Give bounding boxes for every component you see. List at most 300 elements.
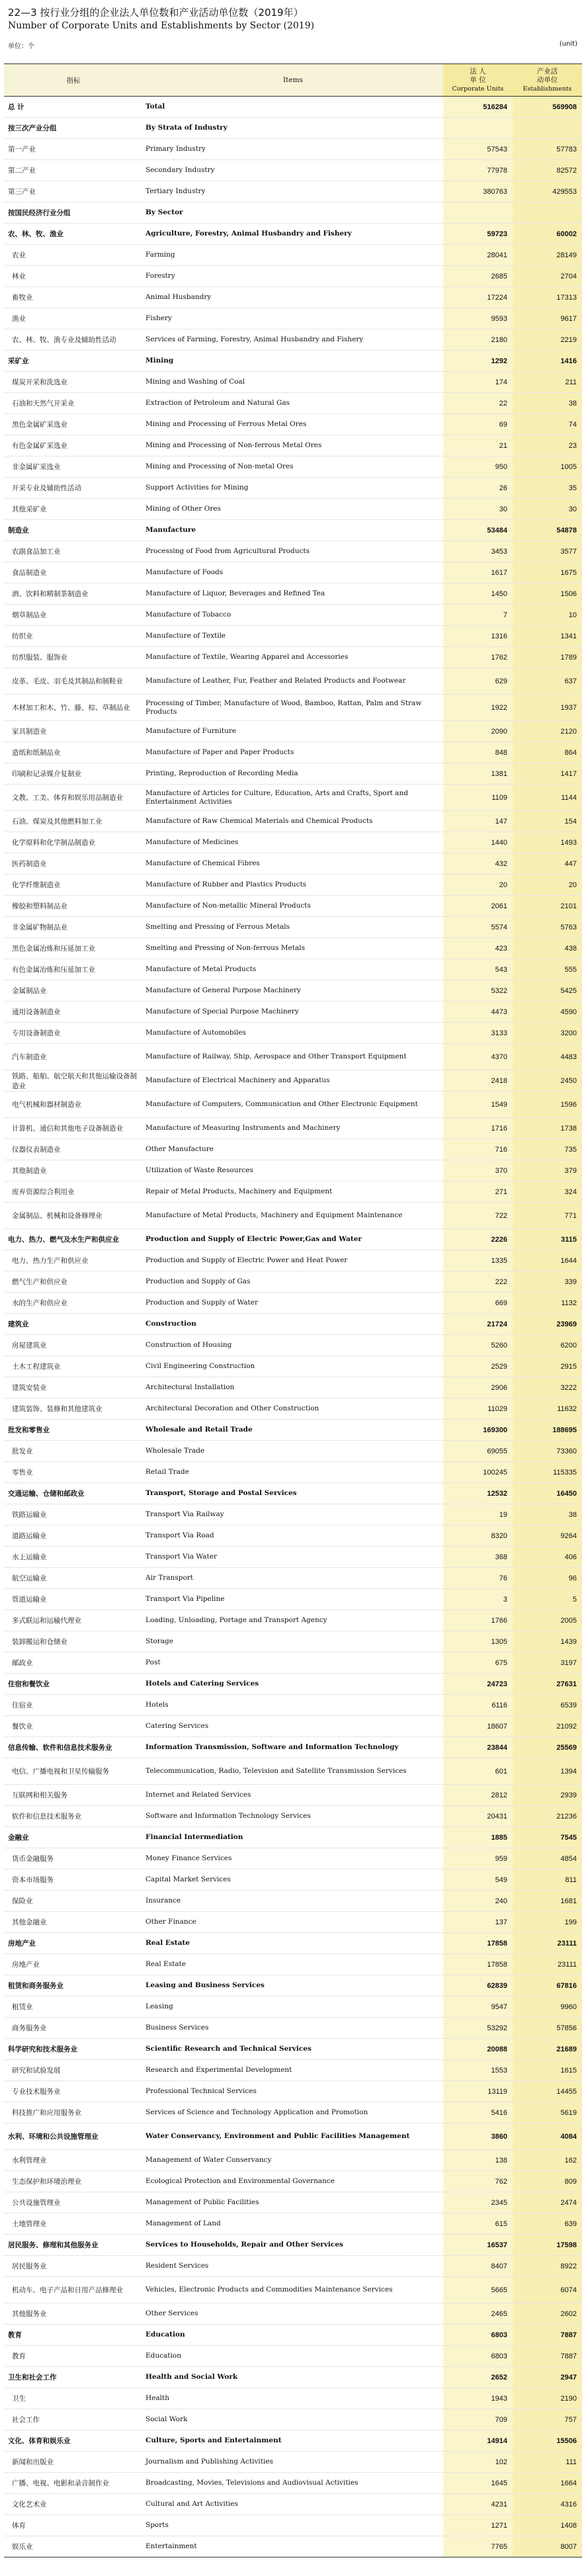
- row-label-cn: 机动车、电子产品和日用产品修理业: [4, 2277, 143, 2303]
- table-row: [4, 2060, 582, 2081]
- row-label-en: Architectural Installation: [143, 1377, 443, 1398]
- establishments-value: 809: [513, 2171, 582, 2192]
- row-label-en: Retail Trade: [143, 1462, 443, 1483]
- row-label-en: Manufacture of Automobiles: [143, 1023, 443, 1044]
- establishments-value: 9264: [513, 1525, 582, 1547]
- row-label-en: Internet and Related Services: [143, 1785, 443, 1806]
- row-label-en: Mining and Processing of Ferrous Metal Ores: [143, 414, 443, 435]
- corporate-units-value: 2226: [443, 1229, 513, 1250]
- table-row: [4, 1070, 582, 1092]
- row-label-en: Mining of Other Ores: [143, 499, 443, 520]
- table-row: [4, 1356, 582, 1377]
- table-row: [4, 2213, 582, 2235]
- establishments-value: 23969: [513, 1314, 582, 1335]
- table-row: [4, 1181, 582, 1203]
- row-label-cn: 燃气生产和供应业: [4, 1271, 143, 1293]
- table-row: [4, 1504, 582, 1525]
- corporate-units-value: 959: [443, 1848, 513, 1869]
- table-row: [4, 2473, 582, 2494]
- row-label-cn: 电信、广播电视和卫星传输服务: [4, 1758, 143, 1785]
- table-row: [4, 329, 582, 351]
- table-row: [4, 1441, 582, 1462]
- row-label-cn: 房地产业: [4, 1954, 143, 1975]
- establishments-value: 14455: [513, 2081, 582, 2102]
- row-label-en: Manufacture of Metal Products, Machinery and Equipment Maintenance: [143, 1203, 443, 1229]
- row-label-cn: 管道运输业: [4, 1589, 143, 1610]
- establishments-value: 9960: [513, 1996, 582, 2018]
- row-label-en: Forestry: [143, 266, 443, 287]
- establishments-value: 7887: [513, 2346, 582, 2367]
- row-label-cn: 印刷和记录媒介复制业: [4, 763, 143, 785]
- row-label-en: Manufacture of Foods: [143, 562, 443, 583]
- table-row: [4, 1827, 582, 1848]
- corporate-units-value: 2180: [443, 329, 513, 351]
- row-label-cn: 科学研究和技术服务业: [4, 2039, 143, 2060]
- row-label-cn: 租赁业: [4, 1996, 143, 2018]
- table-row: [4, 287, 582, 308]
- row-label-en: Processing of Timber, Manufacture of Wood, Bamboo, Rattan, Palm and Straw Products: [143, 695, 443, 721]
- row-label-cn: 专业技术服务业: [4, 2081, 143, 2102]
- establishments-value: 188695: [513, 1420, 582, 1441]
- corporate-units-value: 76: [443, 1568, 513, 1589]
- establishments-value: [513, 202, 582, 224]
- row-label-en: Smelting and Pressing of Ferrous Metals: [143, 917, 443, 938]
- row-label-en: Research and Experimental Development: [143, 2060, 443, 2081]
- row-label-cn: 文化、体育和娱乐业: [4, 2430, 143, 2452]
- corporate-units-value: 1549: [443, 1092, 513, 1118]
- establishments-value: 1005: [513, 456, 582, 478]
- row-label-cn: 非金属矿采选业: [4, 456, 143, 478]
- row-label-cn: 计算机、通信和其他电子设备制造业: [4, 1118, 143, 1139]
- row-label-cn: 土地管理业: [4, 2213, 143, 2235]
- corporate-units-value: 174: [443, 372, 513, 393]
- establishments-value: 8007: [513, 2536, 582, 2557]
- row-label-en: Secondary Industry: [143, 160, 443, 181]
- establishments-value: 1937: [513, 695, 582, 721]
- table-row: [4, 414, 582, 435]
- row-label-cn: 采矿业: [4, 351, 143, 372]
- establishments-value: 211: [513, 372, 582, 393]
- column-header-establishments-cn: 产业活 动单位: [536, 67, 558, 84]
- row-label-en: Culture, Sports and Entertainment: [143, 2430, 443, 2452]
- establishments-value: 2915: [513, 1356, 582, 1377]
- row-label-en: Manufacture of Computers, Communication and Other Electronic Equipment: [143, 1092, 443, 1118]
- table-row: [4, 2452, 582, 2473]
- corporate-units-value: 2090: [443, 721, 513, 742]
- row-label-en: Fishery: [143, 308, 443, 329]
- corporate-units-value: 21: [443, 435, 513, 456]
- table-row: [4, 938, 582, 959]
- table-row: [4, 435, 582, 456]
- table-row: [4, 393, 582, 414]
- corporate-units-value: 138: [443, 2150, 513, 2171]
- row-label-cn: 零售业: [4, 1462, 143, 1483]
- establishments-value: 9617: [513, 308, 582, 329]
- corporate-units-value: 3453: [443, 541, 513, 562]
- row-label-cn: 居民服务、修理和其他服务业: [4, 2235, 143, 2256]
- row-label-cn: 道路运输业: [4, 1525, 143, 1547]
- table-row: [4, 1314, 582, 1335]
- row-label-cn: 有色金属冶炼和压延加工业: [4, 959, 143, 980]
- establishments-value: 7545: [513, 1827, 582, 1848]
- corporate-units-value: 169300: [443, 1420, 513, 1441]
- table-row: [4, 811, 582, 832]
- table-row: [4, 2081, 582, 2102]
- establishments-value: 2190: [513, 2388, 582, 2409]
- row-label-cn: 农、林、牧、渔业: [4, 224, 143, 245]
- establishments-value: 10: [513, 605, 582, 626]
- establishments-value: 82572: [513, 160, 582, 181]
- row-label-en: Manufacture of Rubber and Plastics Products: [143, 875, 443, 896]
- table-row: [4, 202, 582, 224]
- corporate-units-value: 950: [443, 456, 513, 478]
- row-label-cn: 农、林、牧、渔专业及辅助性活动: [4, 329, 143, 351]
- table-title-cn: 22—3 按行业分组的企业法人单位数和产业活动单位数（2019年）: [8, 7, 304, 19]
- table-row: [4, 1891, 582, 1912]
- row-label-en: Post: [143, 1653, 443, 1674]
- row-label-en: Education: [143, 2325, 443, 2346]
- row-label-cn: 建筑业: [4, 1314, 143, 1335]
- row-label-cn: 保险业: [4, 1891, 143, 1912]
- row-label-cn: 餐饮业: [4, 1716, 143, 1737]
- corporate-units-value: 14914: [443, 2430, 513, 2452]
- table-body: [4, 97, 582, 2557]
- corporate-units-value: 368: [443, 1547, 513, 1568]
- row-label-en: Management of Land: [143, 2213, 443, 2235]
- corporate-units-value: 59723: [443, 224, 513, 245]
- column-header-corporate: [443, 64, 513, 97]
- row-label-cn: 电力、热力、燃气及水生产和供应业: [4, 1229, 143, 1250]
- table-row: [4, 1912, 582, 1933]
- table-row: [4, 2346, 582, 2367]
- establishments-value: 637: [513, 668, 582, 695]
- establishments-value: 447: [513, 853, 582, 875]
- row-label-cn: 社会工作: [4, 2409, 143, 2430]
- table-row: [4, 1996, 582, 2018]
- establishments-value: 30: [513, 499, 582, 520]
- establishments-value: 2947: [513, 2367, 582, 2388]
- establishments-value: 7887: [513, 2325, 582, 2346]
- row-label-en: Manufacture of Special Purpose Machinery: [143, 1002, 443, 1023]
- row-label-en: Utilization of Waste Resources: [143, 1160, 443, 1181]
- row-label-en: Cultural and Art Activities: [143, 2494, 443, 2515]
- row-label-cn: 租赁和商务服务业: [4, 1975, 143, 1996]
- table-row: [4, 2171, 582, 2192]
- row-label-cn: 煤炭开采和洗选业: [4, 372, 143, 393]
- establishments-value: 1615: [513, 2060, 582, 2081]
- table-row: [4, 2494, 582, 2515]
- row-label-en: Insurance: [143, 1891, 443, 1912]
- table-row: [4, 2192, 582, 2213]
- corporate-units-value: 1440: [443, 832, 513, 853]
- establishments-value: 1738: [513, 1118, 582, 1139]
- corporate-units-value: 675: [443, 1653, 513, 1674]
- corporate-units-value: 240: [443, 1891, 513, 1912]
- corporate-units-value: 6803: [443, 2346, 513, 2367]
- row-label-en: Leasing: [143, 1996, 443, 2018]
- row-label-en: Hotels: [143, 1695, 443, 1716]
- table-row: [4, 980, 582, 1002]
- corporate-units-value: 709: [443, 2409, 513, 2430]
- corporate-units-value: 20431: [443, 1806, 513, 1827]
- row-label-cn: 废弃资源综合利用业: [4, 1181, 143, 1203]
- corporate-units-value: 9593: [443, 308, 513, 329]
- table-row: [4, 266, 582, 287]
- row-label-en: Storage: [143, 1631, 443, 1653]
- table-row: [4, 1695, 582, 1716]
- establishments-value: 5763: [513, 917, 582, 938]
- corporate-units-value: 762: [443, 2171, 513, 2192]
- establishments-value: 23111: [513, 1933, 582, 1954]
- establishments-value: 1408: [513, 2515, 582, 2536]
- establishments-value: 115335: [513, 1462, 582, 1483]
- table-row: [4, 853, 582, 875]
- corporate-units-value: 11029: [443, 1398, 513, 1420]
- row-label-en: Telecommunication, Radio, Television and Satellite Transmission Services: [143, 1758, 443, 1785]
- row-label-cn: 汽车制造业: [4, 1044, 143, 1070]
- row-label-cn: 住宿业: [4, 1695, 143, 1716]
- table-row: [4, 695, 582, 721]
- row-label-en: Wholesale and Retail Trade: [143, 1420, 443, 1441]
- row-label-cn: 住宿和餐饮业: [4, 1674, 143, 1695]
- row-label-cn: 仪器仪表制造业: [4, 1139, 143, 1160]
- table-row: [4, 785, 582, 811]
- corporate-units-value: 423: [443, 938, 513, 959]
- row-label-en: Services of Farming, Forestry, Animal Husbandry and Fishery: [143, 329, 443, 351]
- row-label-en: Total: [143, 97, 443, 118]
- row-label-en: Manufacture of Medicines: [143, 832, 443, 853]
- row-label-en: Mining: [143, 351, 443, 372]
- row-label-cn: 卫生: [4, 2388, 143, 2409]
- establishments-value: 1394: [513, 1758, 582, 1785]
- row-label-en: Manufacture: [143, 520, 443, 541]
- establishments-value: 324: [513, 1181, 582, 1203]
- table-row: [4, 1335, 582, 1356]
- row-label-en: Production and Supply of Electric Power,Gas and Water: [143, 1229, 443, 1250]
- establishments-value: 555: [513, 959, 582, 980]
- table-row: [4, 2367, 582, 2388]
- table-row: [4, 1118, 582, 1139]
- establishments-value: 38: [513, 1504, 582, 1525]
- establishments-value: 17598: [513, 2235, 582, 2256]
- row-label-en: Manufacture of Liquor, Beverages and Refined Tea: [143, 583, 443, 605]
- table-row: [4, 1250, 582, 1271]
- establishments-value: 1596: [513, 1092, 582, 1118]
- establishments-value: 5: [513, 1589, 582, 1610]
- establishments-value: 23: [513, 435, 582, 456]
- unit-row: [8, 40, 580, 50]
- row-label-en: Real Estate: [143, 1933, 443, 1954]
- row-label-en: Agriculture, Forestry, Animal Husbandry and Fishery: [143, 224, 443, 245]
- row-label-en: Wholesale Trade: [143, 1441, 443, 1462]
- table-row: [4, 1848, 582, 1869]
- establishments-value: 162: [513, 2150, 582, 2171]
- row-label-en: Manufacture of Non-metallic Mineral Products: [143, 896, 443, 917]
- row-label-en: Management of Public Facilities: [143, 2192, 443, 2213]
- corporate-units-value: 2345: [443, 2192, 513, 2213]
- corporate-units-value: 222: [443, 1271, 513, 1293]
- establishments-value: 199: [513, 1912, 582, 1933]
- corporate-units-value: 100245: [443, 1462, 513, 1483]
- establishments-value: 2474: [513, 2192, 582, 2213]
- row-label-cn: 黑色金属矿采选业: [4, 414, 143, 435]
- column-header-corporate-en: Corporate Units: [452, 85, 504, 93]
- row-label-en: Information Transmission, Software and Information Technology: [143, 1737, 443, 1758]
- row-label-en: Hotels and Catering Services: [143, 1674, 443, 1695]
- row-label-cn: 家具制造业: [4, 721, 143, 742]
- row-label-en: Manufacture of Textile, Wearing Apparel and Accessories: [143, 647, 443, 668]
- establishments-value: 1493: [513, 832, 582, 853]
- corporate-units-value: 1885: [443, 1827, 513, 1848]
- row-label-en: By Sector: [143, 202, 443, 224]
- row-label-en: Production and Supply of Water: [143, 1293, 443, 1314]
- row-label-cn: 居民服务业: [4, 2256, 143, 2277]
- row-label-en: Transport Via Pipeline: [143, 1589, 443, 1610]
- table-row: [4, 160, 582, 181]
- row-label-en: Water Conservancy, Environment and Public Facilities Management: [143, 2124, 443, 2150]
- row-label-cn: 医药制造业: [4, 853, 143, 875]
- table-row: [4, 1975, 582, 1996]
- row-label-en: Real Estate: [143, 1954, 443, 1975]
- row-label-cn: 信息传输、软件和信息技术服务业: [4, 1737, 143, 1758]
- establishments-value: 1644: [513, 1250, 582, 1271]
- row-label-cn: 房屋建筑业: [4, 1335, 143, 1356]
- corporate-units-value: 77978: [443, 160, 513, 181]
- row-label-en: Vehicles, Electronic Products and Commodities Maintenance Services: [143, 2277, 443, 2303]
- table-row: [4, 224, 582, 245]
- row-label-en: Animal Husbandry: [143, 287, 443, 308]
- table-row: [4, 875, 582, 896]
- row-label-en: Sports: [143, 2515, 443, 2536]
- corporate-units-value: 271: [443, 1181, 513, 1203]
- establishments-value: 1681: [513, 1891, 582, 1912]
- table-row: [4, 917, 582, 938]
- establishments-value: 4316: [513, 2494, 582, 2515]
- row-label-en: Transport, Storage and Postal Services: [143, 1483, 443, 1504]
- corporate-units-value: 19: [443, 1504, 513, 1525]
- establishments-value: 811: [513, 1869, 582, 1891]
- table-row: [4, 1377, 582, 1398]
- corporate-units-value: 18607: [443, 1716, 513, 1737]
- data-table: [4, 64, 582, 2557]
- table-row: [4, 1398, 582, 1420]
- table-row: [4, 1933, 582, 1954]
- row-label-en: Extraction of Petroleum and Natural Gas: [143, 393, 443, 414]
- row-label-cn: 文教、工美、体育和娱乐用品制造业: [4, 785, 143, 811]
- row-label-en: Manufacture of Textile: [143, 626, 443, 647]
- corporate-units-value: 3133: [443, 1023, 513, 1044]
- row-label-en: Farming: [143, 245, 443, 266]
- row-label-cn: 文化艺术业: [4, 2494, 143, 2515]
- table-row: [4, 1271, 582, 1293]
- corporate-units-value: 7: [443, 605, 513, 626]
- establishments-value: 757: [513, 2409, 582, 2430]
- table-row: [4, 1547, 582, 1568]
- row-label-cn: 其他采矿业: [4, 499, 143, 520]
- column-header-establishments: [513, 64, 582, 97]
- column-header-establishments-en: Establishments: [523, 85, 572, 93]
- corporate-units-value: 1762: [443, 647, 513, 668]
- table-row: [4, 118, 582, 139]
- table-row: [4, 2102, 582, 2124]
- establishments-value: 569908: [513, 97, 582, 118]
- row-label-cn: 水利管理业: [4, 2150, 143, 2171]
- table-row: [4, 541, 582, 562]
- establishments-value: 1789: [513, 647, 582, 668]
- table-row: [4, 2235, 582, 2256]
- row-label-cn: 食品制造业: [4, 562, 143, 583]
- unit-label-en: (unit): [559, 40, 577, 48]
- corporate-units-value: 432: [443, 853, 513, 875]
- corporate-units-value: 17224: [443, 287, 513, 308]
- row-label-cn: 农副食品加工业: [4, 541, 143, 562]
- table-row: [4, 562, 582, 583]
- row-label-en: Services to Households, Repair and Other Services: [143, 2235, 443, 2256]
- table-row: [4, 2303, 582, 2325]
- corporate-units-value: 12532: [443, 1483, 513, 1504]
- corporate-units-value: 2061: [443, 896, 513, 917]
- row-label-cn: 通用设备制造业: [4, 1002, 143, 1023]
- row-label-cn: 装卸搬运和仓储业: [4, 1631, 143, 1653]
- corporate-units-value: 102: [443, 2452, 513, 2473]
- row-label-cn: 总 计: [4, 97, 143, 118]
- table-row: [4, 2430, 582, 2452]
- table-row: [4, 1758, 582, 1785]
- row-label-cn: 卫生和社会工作: [4, 2367, 143, 2388]
- establishments-value: 2704: [513, 266, 582, 287]
- establishments-value: 1144: [513, 785, 582, 811]
- row-label-en: Manufacture of Leather, Fur, Feather and Related Products and Footwear: [143, 668, 443, 695]
- row-label-en: Manufacture of Railway, Ship, Aerospace and Other Transport Equipment: [143, 1044, 443, 1070]
- table-row: [4, 763, 582, 785]
- corporate-units-value: 2465: [443, 2303, 513, 2325]
- corporate-units-value: 62839: [443, 1975, 513, 1996]
- establishments-value: 2450: [513, 1070, 582, 1092]
- corporate-units-value: 4473: [443, 1002, 513, 1023]
- establishments-value: 4590: [513, 1002, 582, 1023]
- row-label-cn: 教育: [4, 2346, 143, 2367]
- row-label-cn: 开采专业及辅助性活动: [4, 478, 143, 499]
- corporate-units-value: 1766: [443, 1610, 513, 1631]
- row-label-cn: 生态保护和环境治理业: [4, 2171, 143, 2192]
- column-header-indicator: 指标: [4, 64, 143, 97]
- corporate-units-value: 1109: [443, 785, 513, 811]
- row-label-cn: 体育: [4, 2515, 143, 2536]
- corporate-units-value: 2906: [443, 1377, 513, 1398]
- establishments-value: 16450: [513, 1483, 582, 1504]
- row-label-en: Other Services: [143, 2303, 443, 2325]
- table-row: [4, 2018, 582, 2039]
- row-label-cn: 林业: [4, 266, 143, 287]
- corporate-units-value: 5574: [443, 917, 513, 938]
- corporate-units-value: 16537: [443, 2235, 513, 2256]
- row-label-en: Scientific Research and Technical Services: [143, 2039, 443, 2060]
- row-label-cn: 研究和试验发展: [4, 2060, 143, 2081]
- row-label-en: Other Manufacture: [143, 1139, 443, 1160]
- table-row: [4, 959, 582, 980]
- establishments-value: 4084: [513, 2124, 582, 2150]
- table-row: [4, 668, 582, 695]
- row-label-cn: 铁路运输业: [4, 1504, 143, 1525]
- table-header-area: [0, 0, 588, 64]
- corporate-units-value: 30: [443, 499, 513, 520]
- corporate-units-value: 28041: [443, 245, 513, 266]
- table-row: [4, 1160, 582, 1181]
- corporate-units-value: 53484: [443, 520, 513, 541]
- row-label-cn: 非金属矿物制品业: [4, 917, 143, 938]
- corporate-units-value: [443, 118, 513, 139]
- row-label-en: Mining and Processing of Non-ferrous Metal Ores: [143, 435, 443, 456]
